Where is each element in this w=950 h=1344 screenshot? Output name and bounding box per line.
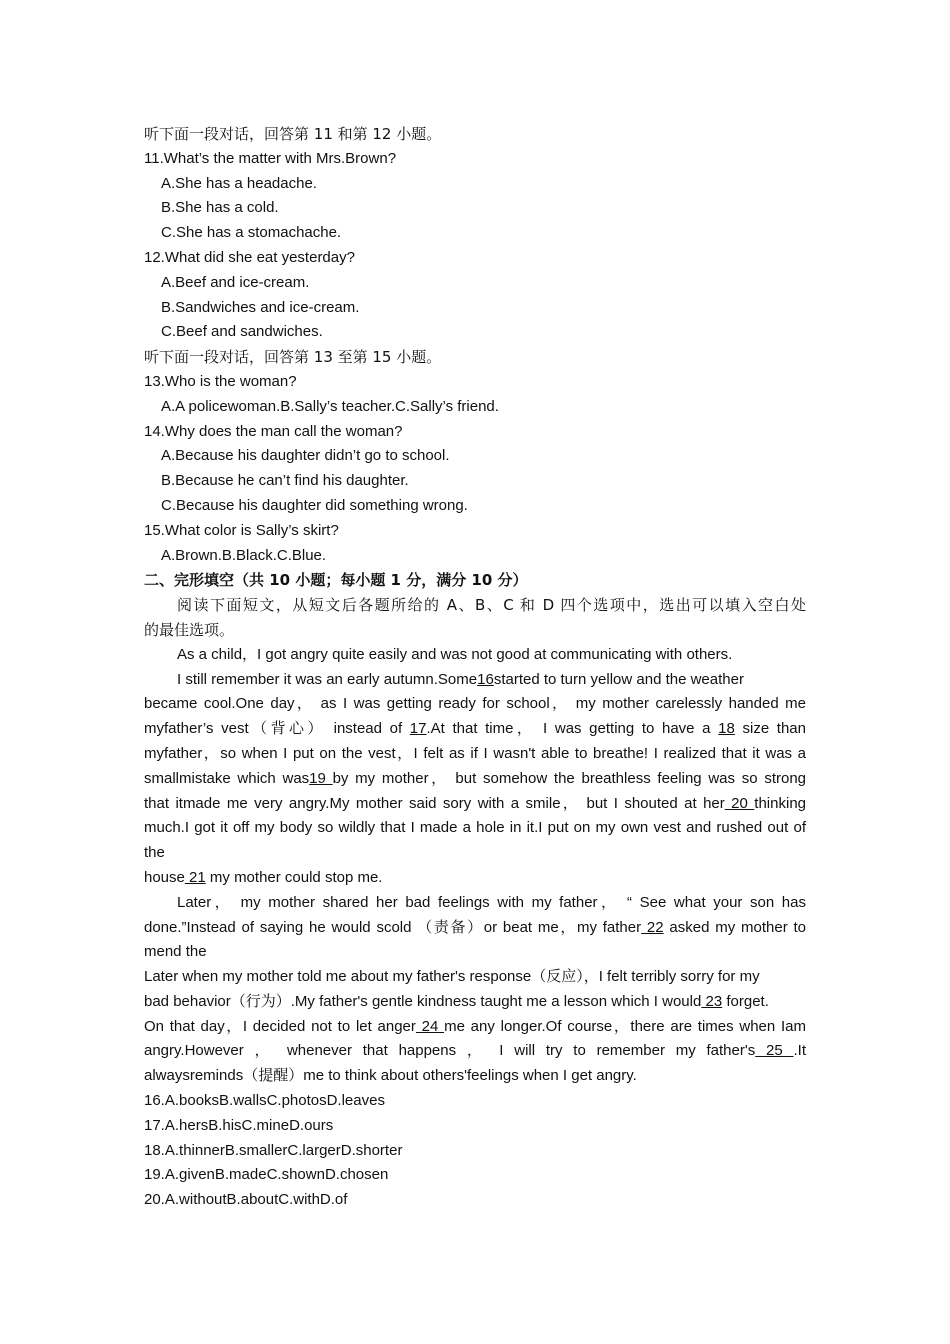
blank-24: 24 [415,1017,445,1035]
paragraph-4-line-4: angry.However ， whenever that happens ， I will try to remember my father's 25 .It [144,1042,806,1060]
option-14-a: A.Because his daughter didn’t go to school. [161,447,450,465]
instruction-13-15: 听下面一段对话，回答第 13 至第 15 小题。 [144,348,442,367]
paragraph-1: As a child，I got angry quite easily and was not good at communicating with others. [177,645,733,663]
paragraph-3-line-1: Later， my mother shared her bad feelings with my father， “ See what your son has [177,893,806,911]
options-19: 19.A.givenB.madeC.shownD.chosen [144,1166,389,1184]
question-12: 12.What did she eat yesterday? [144,248,355,266]
exam-page [144,122,806,1213]
question-15: 15.What color is Sally’s skirt? [144,521,339,539]
options-17: 17.A.hersB.hisC.mineD.ours [144,1116,334,1134]
paragraph-4-line-2: bad behavior（行为）.My father's gentle kindness taught me a lesson which I would 23 forget. [144,992,769,1010]
option-12-c: C.Beef and sandwiches. [161,323,323,341]
options-16: 16.A.booksB.wallsC.photosD.leaves [144,1092,385,1110]
options-13: A.A policewoman.B.Sally’s teacher.C.Sally’s friend. [161,397,499,415]
paragraph-3-line-2: done.”Instead of saying he would scold （责备）or beat me，my father 22 asked my mother to [144,918,806,936]
instruction-11-12: 听下面一段对话，回答第 11 和第 12 小题。 [144,125,442,143]
blank-21: 21 [184,868,206,886]
option-14-b: B.Because he can’t find his daughter. [161,472,409,490]
section-heading-cloze: 二、完形填空（共 10 小题；每小题 1 分，满分 10 分） [144,571,528,590]
question-14: 14.Why does the man call the woman? [144,422,403,440]
option-11-c: C.She has a stomachache. [161,224,342,242]
option-11-b: B.She has a cold. [161,199,279,217]
paragraph-2-line-9: house 21 my mother could stop me. [144,868,383,886]
question-13: 13.Who is the woman? [144,372,297,390]
option-12-b: B.Sandwiches and ice-cream. [161,298,360,316]
paragraph-4-line-3: On that day，I decided not to let anger 24 me any longer.Of course，there are times when Iam [144,1017,806,1035]
options-20: 20.A.withoutB.aboutC.withD.of [144,1191,348,1209]
paragraph-3-line-3: mend the [144,943,207,961]
blank-16: 16 [477,670,494,688]
paragraph-2-line-1: I still remember it was an early autumn.Some16started to turn yellow and the weather [177,670,744,688]
question-11: 11.What’s the matter with Mrs.Brown? [144,149,397,167]
blank-22: 22 [641,918,664,936]
cloze-instruction-line-2: 的最佳选项。 [144,620,235,639]
paragraph-2-line-7: much.I got it off my body so wildly that I made a hole in it.I put on my own vest and rushed out of [144,819,806,837]
blank-20: 20 [724,794,755,812]
paragraph-2-line-3: myfather’s vest（背心） instead of 17.At that time， I was getting to have a 18 size than [144,720,806,738]
paragraph-2-line-4: myfather，so when I put on the vest，I felt as if I wasn't able to breathe! I realized that it was a [144,744,806,762]
blank-18: 18 [718,720,735,738]
paragraph-2-line-5: smallmistake which was19 by my mother， but somehow the breathless feeling was so strong [144,769,807,787]
blank-17: 17 [409,720,427,738]
paragraph-2-line-6: that itmade me very angry.My mother said sory with a smile， but I shouted at her 20 thinking [144,794,806,812]
options-15: A.Brown.B.Black.C.Blue. [161,546,327,564]
option-11-a: A.She has a headache. [161,174,317,192]
blank-25: 25 [755,1042,794,1060]
paragraph-2-line-2: became cool.One day， as I was getting ready for school， my mother carelessly handed me [144,695,806,713]
option-14-c: C.Because his daughter did something wrong. [161,496,468,514]
blank-19: 19 [309,769,333,787]
options-18: 18.A.thinnerB.smallerC.largerD.shorter [144,1141,403,1159]
paragraph-4-line-5: alwaysreminds（提醒）me to think about others'feelings when I get angry. [144,1067,637,1085]
cloze-instruction-line-1: 阅读下面短文，从短文后各题所给的 A、B、C 和 D 四个选项中，选出可以填入空白处 [177,596,806,615]
paragraph-2-line-8: the [144,844,165,862]
paragraph-4-line-1: Later when my mother told me about my father's response（反应），I felt terribly sorry for my [144,968,760,986]
option-12-a: A.Beef and ice-cream. [161,273,310,291]
blank-23: 23 [701,992,723,1010]
